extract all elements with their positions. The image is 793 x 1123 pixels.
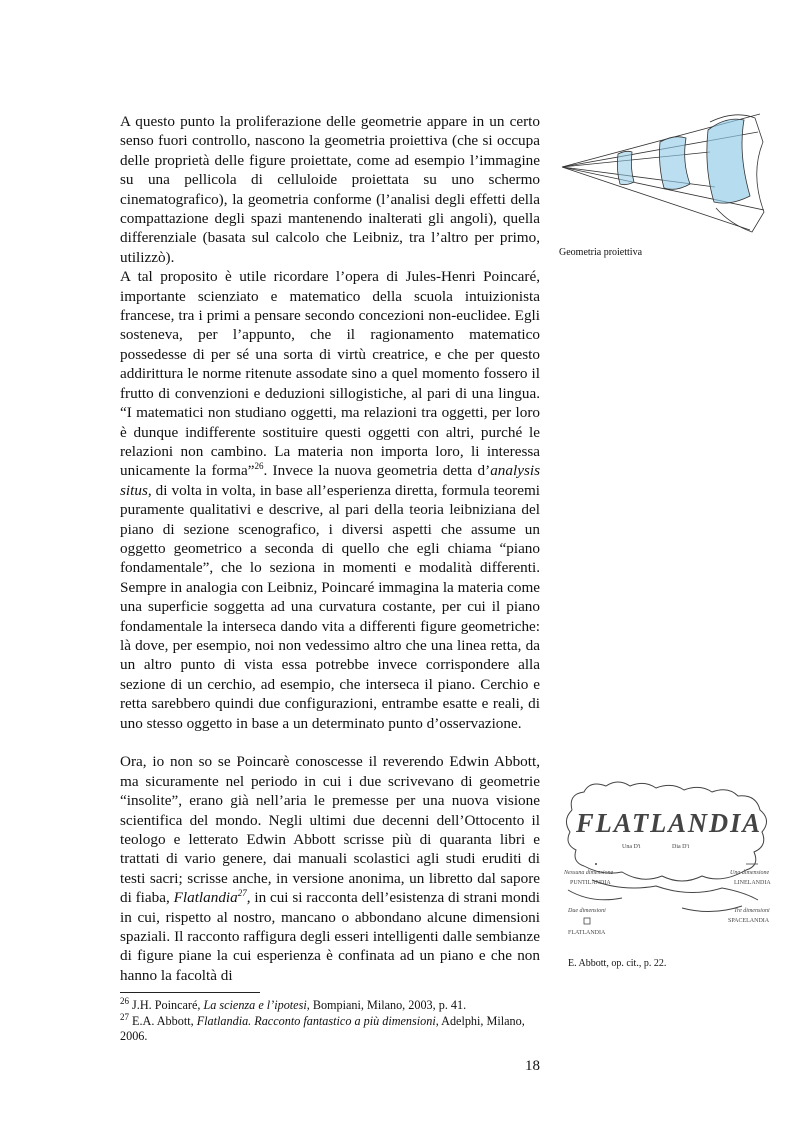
footnote-ref: 26: [254, 461, 264, 472]
footnote-ref: 27: [120, 1011, 129, 1022]
label-left: Nessuna dimensione: [564, 870, 614, 876]
text-run: , di volta in volta, in base all’esperienza diretta, formula teoremi puramente qualitativi e descrive, al pari della teoria leibniziana del piano di sezione scenografico, i diversi aspetti che assume un oggetto geometrico a seconda di quello che egli chiama “piano fondamentale”, che lo seziona in momenti e modalità differenti. Sempre in analogia con Leibniz, Poincaré immagina la materia come una superficie soggetta ad una curvatura costante, per cui il piano fondamentale la interseca dando vita a differenti figure geometriche: là dove, per esempio, noi non vedessimo altro che una linea retta, da un altro punto di vista essa potrebbe invece corrispondere alla sezione di un cerchio, ad esempio, che interseca il piano. Cerchio e retta sarebbero quindi due configurazioni, entrambe esatte e reali, di uno stesso oggetto in base a un determinato punto d’osservazione.: [120, 481, 540, 732]
text-run: A questo punto la proliferazione delle geometrie appare in un certo senso fuori controllo, nascono la geometria proiettiva (che si occupa delle proprietà delle figure proiettate, come ad esempio l’immagine su una pellicola di celluloide proiettata su uno schermo cinematografico), la geometria conforme (l’analisi degli effetti della compattazione degli spazi mantenendo inalterati gli angoli), quella differenziale (basata sul calcolo che Leibniz, tra l’altro per primo, utilizzò).: [120, 113, 540, 266]
flatlandia-title: FLATLANDIA: [575, 808, 762, 838]
page-number: 18: [525, 1058, 540, 1074]
paragraph: [120, 112, 540, 267]
small-top-left: Una D'i: [622, 844, 641, 850]
figure-caption-projective: Geometria proiettiva: [559, 247, 643, 258]
text-run: , Adelphi, Milano, 2006.: [120, 1013, 525, 1043]
footnote-ref: 26: [120, 995, 129, 1006]
text-run: , Bompiani, Milano, 2003, p. 41.: [306, 998, 467, 1012]
text-run: Ora, io non so se Poincarè conoscesse il reverendo Edwin Abbott, ma sicuramente nel periodo in cui i due scrivevano di geometrie “insolite”, erano già nell’aria le premesse per una nuova visione scientifica del mondo. Negli ultimi due decenni dell’Ottocento il teologo e letterato Edwin Abbott scrisse più di quaranta libri e trattati di vario genere, dai manuali scolastici agli studi eruditi di testi sacri; scrisse anche, in versione anonima, un libretto dal sapore di fiaba,: [120, 753, 540, 907]
section-planes: [617, 119, 750, 203]
cloud-outline: [566, 782, 766, 912]
projective-geometry-drawing: [560, 112, 765, 237]
footnote: [120, 995, 540, 1014]
label-bottom-right: Tre dimensioni: [734, 908, 770, 914]
footnote-separator: [120, 992, 260, 993]
text-run: Flatlandia: [173, 889, 238, 907]
text-run: J.H. Poincaré,: [129, 998, 204, 1012]
text-run: analysis situs: [120, 462, 540, 499]
footnotes: [120, 995, 540, 1045]
label-right: Una dimensione: [730, 870, 770, 876]
paragraph: [120, 752, 540, 985]
dot-glyph: [595, 863, 597, 865]
footnote: [120, 1011, 540, 1045]
label-bottom-left-2: FLATLANDIA: [568, 930, 606, 936]
paragraph: [120, 267, 540, 733]
projective-geometry-figure: [560, 112, 765, 237]
footnote-ref: 27: [237, 888, 247, 899]
figure-caption-flatlandia: E. Abbott, op. cit., p. 22.: [568, 958, 667, 969]
section-medium: [660, 137, 691, 190]
text-run: A tal proposito è utile ricordare l’opera di Jules-Henri Poincaré, importante scienziato e matematico della scuola intuizionista francese, tra i primi a pensare secondo concezioni non-euclidee. Egli sosteneva, per l’appunto, che il ragionamento matematico possedesse di per sé una sorta di virtù creatrice, e che per questo addirittura le norme ritenute assodate sino a quel momento fossero il frutto di convenzioni e deduzioni sillogistiche, al pari di una lingua. “I matematici non studiano oggetti, ma relazioni tra oggetti, per loro è dunque indifferente sostituire questi oggetti con altri, purché le relazioni non cambino. La materia non importa loro, li interessa unicamente la forma”: [120, 268, 540, 480]
square-glyph: [584, 918, 590, 924]
text-run: , in cui si racconta dell’esistenza di strani mondi in cui, rispetto al nostro, mancano o abbondano alcune dimensioni spaziali. Il racconto raffigura degli esseri intelligenti dalle sembianze di figure piane la cui esperienza è confinata ad un piano e che non hanno la facoltà di: [120, 889, 541, 984]
flatlandia-drawing: [562, 780, 774, 943]
text-run: La scienza e l’ipotesi: [203, 998, 307, 1012]
section-small: [617, 151, 634, 184]
small-top-right: Dia D'i: [672, 844, 690, 850]
label-right-2: LINELANDIA: [734, 880, 771, 886]
main-text: [120, 112, 540, 985]
text-run: . Invece la nuova geometria detta d’: [263, 462, 491, 480]
section-large: [707, 119, 750, 203]
label-bottom-left: Due dimensioni: [568, 908, 606, 914]
label-bottom-right-2: SPACELANDIA: [728, 918, 770, 924]
label-left-2: PUNTILANDIA: [570, 880, 611, 886]
text-run: Flatlandia. Racconto fantastico a più dimensioni: [196, 1013, 436, 1028]
flatlandia-figure: [562, 780, 774, 943]
text-run: E.A. Abbott,: [129, 1013, 197, 1028]
